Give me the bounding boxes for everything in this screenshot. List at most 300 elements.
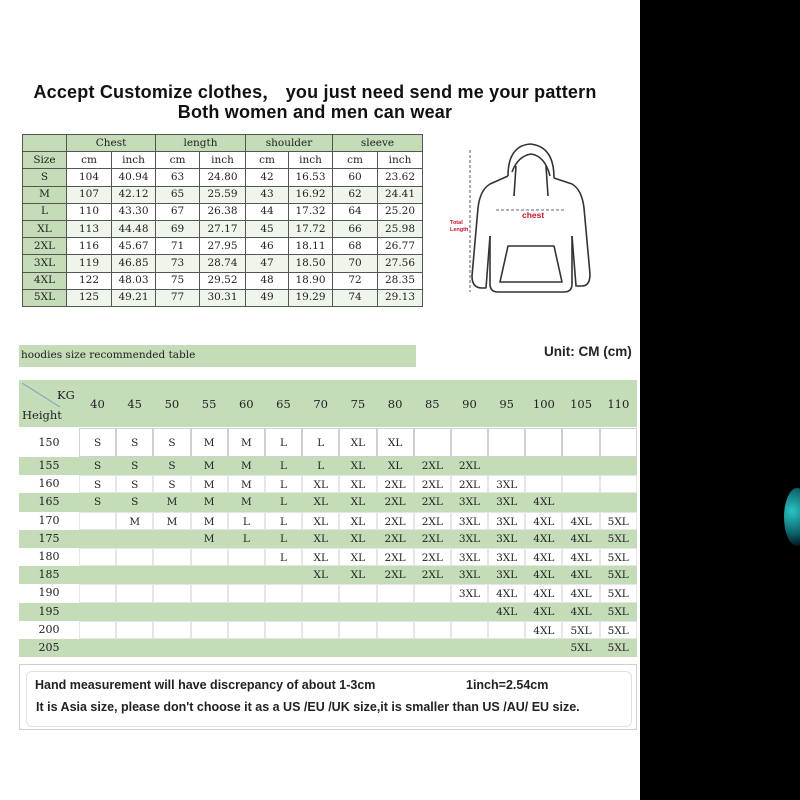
size-recommend-cell [79,566,116,584]
measure-cell: 18.11 [289,238,333,255]
measure-cell: 44 [246,203,289,220]
size-recommend-cell: M [191,512,228,530]
size-recommend-cell: XL [350,460,366,472]
recommend-row [19,639,637,657]
recommend-row [19,566,637,584]
size-recommend-cell [414,584,451,602]
size-recommend-cell: 4XL [525,584,562,602]
chest-label: chest [522,210,545,220]
measure-cell: 64 [333,203,378,220]
size-recommend-cell: L [280,532,288,545]
height-cell: 150 [38,436,60,449]
wear-heading: Both women and men can wear [177,102,453,122]
size-recommend-cell: 2XL [458,460,481,472]
measure-cell: 49.21 [112,289,156,306]
size-recommend-cell: 2XL [421,532,443,545]
size-recommend-cell: S [79,428,116,457]
kg-label: KG [57,388,75,402]
measure-cell: 73 [156,255,200,272]
size-recommend-cell [525,428,562,457]
size-recommend-cell: 4XL [562,548,599,566]
size-recommend-cell [153,566,190,584]
measure-cell: 17.72 [289,220,333,237]
height-cell: 170 [38,513,60,527]
size-row [23,272,423,289]
size-recommend-cell: 4XL [533,605,555,618]
size-recommend-cell: 4XL [525,512,562,530]
size-recommend-cell: M [153,512,190,530]
size-recommend-cell: 2XL [414,512,451,530]
size-recommend-cell [377,621,414,639]
size-recommend-cell: XL [339,512,376,530]
size-recommend-cell: XL [302,512,339,530]
size-recommend-cell [228,566,265,584]
size-recommend-cell [339,603,376,621]
measure-cell: 71 [156,238,200,255]
size-row [23,238,423,255]
size-recommend-cell: XL [377,428,414,457]
size-recommend-cell: 2XL [421,496,443,509]
weight-header: 45 [127,397,142,411]
size-recommend-cell [153,548,190,566]
measure-cell: 116 [67,238,112,255]
size-recommend-cell [79,584,116,602]
inch-conversion-note: 1inch=2.54cm [466,678,549,692]
size-recommend-cell [191,621,228,639]
size-recommend-cell: XL [350,532,366,545]
size-recommend-cell: 5XL [607,641,629,654]
size-recommend-cell: S [168,460,176,472]
recommend-row [19,428,637,457]
weight-header: 85 [424,397,440,411]
measure-cell: 46.85 [112,255,156,272]
recommend-row [19,603,637,621]
unit-header: inch [378,152,423,169]
size-recommend-cell [265,603,302,621]
size-cell: 2XL [23,238,67,255]
size-recommend-cell [600,475,637,493]
size-recommend-cell: L [242,532,250,545]
size-recommend-cell: 4XL [533,532,555,545]
size-recommend-cell [191,566,228,584]
size-recommend-cell: L [265,548,302,566]
measure-cell: 27.95 [200,238,246,255]
measure-cell: 62 [333,186,378,203]
size-recommend-cell: 3XL [451,548,488,566]
size-recommend-cell [79,639,116,657]
recommend-row [19,457,637,475]
group-header: sleeve [333,135,423,152]
measure-cell: 18.50 [289,255,333,272]
height-cell: 155 [38,459,60,472]
height-cell: 160 [38,477,60,491]
size-recommend-cell: S [93,496,102,509]
size-recommend-cell: M [191,475,228,493]
size-recommend-cell: S [131,496,139,509]
size-recommend-cell: 5XL [607,532,629,545]
weight-header: 40 [90,397,105,411]
recommend-row [19,621,637,639]
measure-cell: 74 [333,289,378,306]
weight-header: 105 [570,397,593,411]
size-recommend-cell: 2XL [377,475,414,493]
size-recommend-cell [377,603,414,621]
size-recommend-cell [451,603,488,621]
measure-cell: 25.98 [378,220,423,237]
size-recommend-cell: 4XL [496,605,518,618]
group-header: shoulder [246,135,333,152]
size-recommend-cell: 4XL [488,584,525,602]
measure-cell: 44.48 [112,220,156,237]
measure-cell: 43 [246,186,289,203]
measure-cell: 60 [333,169,378,186]
unit-label: Unit: CM (cm) [544,344,632,359]
size-recommend-cell [265,621,302,639]
size-recommend-cell [265,639,302,657]
size-recommend-cell [265,566,302,584]
size-header-blank [23,135,67,152]
size-recommend-cell: 3XL [496,569,518,582]
size-cell: S [23,169,67,186]
size-recommend-cell [116,566,153,584]
unit-header: cm [333,152,378,169]
measure-cell: 19.29 [289,289,333,306]
measure-cell: 29.52 [200,272,246,289]
measure-cell: 49 [246,289,289,306]
size-recommend-cell [562,493,599,511]
size-row [23,220,423,237]
measure-cell: 63 [156,169,200,186]
size-recommend-cell: 2XL [377,548,414,566]
size-cell: 5XL [23,289,67,306]
measure-cell: 16.92 [289,186,333,203]
size-row [23,186,423,203]
size-recommend-cell [488,621,525,639]
measure-cell: 24.41 [378,186,423,203]
measure-cell: 23.62 [378,169,423,186]
size-recommend-cell: 2XL [414,548,451,566]
size-recommend-cell: 4XL [570,605,592,618]
height-cell: 195 [38,604,60,618]
size-recommend-cell [116,621,153,639]
notes-box [19,664,637,730]
size-recommend-cell [228,603,265,621]
size-recommend-cell [153,603,190,621]
weight-header: 60 [238,397,254,411]
size-recommend-cell: 3XL [458,496,481,509]
unit-header: cm [67,152,112,169]
discrepancy-note: Hand measurement will have discrepancy of about 1-3cm [35,678,376,692]
size-recommend-cell [339,639,376,657]
size-recommend-cell: L [265,512,302,530]
size-recommend-cell: M [116,512,153,530]
size-recommend-cell [525,457,562,475]
size-recommend-cell [79,548,116,566]
size-recommend-cell [79,621,116,639]
measure-cell: 48.03 [112,272,156,289]
size-recommend-cell: S [131,460,139,472]
measure-cell: 24.80 [200,169,246,186]
size-recommend-cell [562,457,599,475]
size-recommend-cell [451,621,488,639]
size-recommend-cell [302,621,339,639]
size-chart-table [22,134,423,307]
size-recommend-cell [191,584,228,602]
measure-cell: 42 [246,169,289,186]
size-cell: L [23,203,67,220]
size-recommend-cell: M [203,532,215,545]
measure-cell: 29.13 [378,289,423,306]
size-recommend-cell: XL [387,460,403,472]
size-recommend-cell [302,584,339,602]
measure-cell: 40.94 [112,169,156,186]
size-recommend-cell [600,493,637,511]
size-recommend-cell [488,428,525,457]
size-recommend-cell [116,639,153,657]
size-recommend-cell: XL [339,475,376,493]
height-label: Height [22,408,62,422]
measure-cell: 72 [333,272,378,289]
size-recommend-cell [339,621,376,639]
measure-cell: 104 [67,169,112,186]
measure-cell: 46 [246,238,289,255]
unit-header: inch [289,152,333,169]
size-recommend-cell: XL [313,496,328,509]
size-recommend-cell: S [93,460,102,472]
measure-cell: 45.67 [112,238,156,255]
size-recommend-cell: M [191,428,228,457]
size-recommend-cell [191,548,228,566]
measure-cell: 43.30 [112,203,156,220]
size-recommend-cell: 2XL [421,569,443,582]
height-cell: 180 [38,549,60,563]
size-recommend-cell [116,603,153,621]
size-recommend-cell: L [302,428,339,457]
height-cell: 190 [38,586,60,600]
size-recommend-cell: XL [313,532,328,545]
size-recommend-cell: 2XL [384,532,406,545]
size-label: Size [23,152,67,169]
size-recommend-cell: L [280,460,288,472]
size-row [23,203,423,220]
size-recommend-cell [228,639,265,657]
size-recommend-cell [600,457,637,475]
size-cell: 3XL [23,255,67,272]
size-recommend-cell: 3XL [488,512,525,530]
weight-header: 65 [276,397,291,411]
measure-cell: 27.56 [378,255,423,272]
size-recommend-cell [116,530,153,548]
recommend-table-title: hoodies size recommended table [19,345,416,367]
size-cell: XL [23,220,67,237]
weight-header: 100 [532,397,555,411]
weight-header: 55 [201,397,217,411]
measure-cell: 25.59 [200,186,246,203]
size-recommend-cell: S [153,428,190,457]
size-recommend-cell: 2XL [421,460,443,472]
measure-cell: 42.12 [112,186,156,203]
size-recommend-cell: 4XL [525,621,562,639]
size-recommend-cell [377,584,414,602]
measure-cell: 110 [67,203,112,220]
size-recommend-cell: 4XL [570,569,592,582]
size-recommend-cell [191,639,228,657]
height-cell: 200 [38,622,60,636]
size-recommend-cell: S [153,475,190,493]
measure-cell: 113 [67,220,112,237]
measure-cell: 75 [156,272,200,289]
measure-cell: 28.35 [378,272,423,289]
size-recommend-cell: 5XL [607,605,629,618]
size-recommend-cell: XL [350,569,366,582]
measure-cell: 125 [67,289,112,306]
height-cell: 205 [38,640,60,654]
size-recommend-cell [488,457,525,475]
size-recommend-cell [339,584,376,602]
recommend-row [19,512,637,530]
unit-header: inch [200,152,246,169]
unit-header: cm [156,152,200,169]
measure-cell: 25.20 [378,203,423,220]
size-recommend-cell [302,603,339,621]
size-recommend-cell: XL [302,548,339,566]
size-recommend-cell: 4XL [525,548,562,566]
size-recommend-cell: L [280,496,288,509]
height-cell: 175 [38,531,60,545]
size-recommend-cell: 3XL [496,496,518,509]
measure-cell: 66 [333,220,378,237]
measure-cell: 122 [67,272,112,289]
measure-cell: 65 [156,186,200,203]
size-recommend-cell: 2XL [384,569,406,582]
size-recommend-cell [414,639,451,657]
measure-cell: 69 [156,220,200,237]
size-recommend-cell: M [240,496,252,509]
size-recommend-cell: M [228,428,265,457]
size-recommend-cell: M [240,460,252,472]
height-cell: 165 [38,495,60,509]
total-length-label-2: Length [450,227,469,233]
recommend-rows [19,428,637,657]
size-row [23,289,423,306]
size-recommend-cell: L [228,512,265,530]
unit-header: inch [112,152,156,169]
measure-cell: 77 [156,289,200,306]
size-recommend-cell: 5XL [600,548,637,566]
size-recommend-cell: 5XL [607,569,629,582]
unit-header: cm [246,152,289,169]
total-length-label: Total [450,220,463,226]
measure-cell: 28.74 [200,255,246,272]
size-recommend-cell [116,548,153,566]
size-recommend-cell [228,584,265,602]
size-recommend-cell: 2XL [414,475,451,493]
size-recommend-cell [116,584,153,602]
size-recommend-cell: 3XL [496,532,518,545]
recommend-row [19,548,637,566]
size-recommend-cell: 5XL [570,641,592,654]
size-recommend-cell [153,584,190,602]
weight-header: 110 [607,397,630,411]
measure-cell: 16.53 [289,169,333,186]
black-side-panel [640,0,800,800]
size-row [23,255,423,272]
size-recommend-cell: M [166,496,178,509]
size-recommend-cell: L [317,460,325,472]
measure-cell: 68 [333,238,378,255]
size-recommend-cell [414,603,451,621]
asia-size-note: It is Asia size, please don't choose it as a US /EU /UK size,it is smaller than US /AU/ EU size. [36,700,580,714]
size-recommend-cell: XL [339,428,376,457]
size-recommend-cell: 2XL [377,512,414,530]
size-cell: 4XL [23,272,67,289]
size-recommend-cell: 3XL [488,475,525,493]
size-recommend-cell [302,639,339,657]
hoodie-diagram [450,136,600,300]
size-recommend-cell: M [203,460,215,472]
size-recommend-cell: 3XL [458,569,481,582]
weight-header: 95 [499,397,514,411]
size-recommend-cell: 5XL [600,621,637,639]
size-recommend-cell [153,530,190,548]
weight-header: 90 [462,397,477,411]
size-recommend-cell: 4XL [533,496,555,509]
measure-cell: 119 [67,255,112,272]
size-recommend-cell: 3XL [451,584,488,602]
measure-cell: 18.90 [289,272,333,289]
size-recommend-cell: 5XL [600,584,637,602]
size-recommend-cell [79,530,116,548]
recommend-row [19,475,637,493]
size-recommend-cell [600,428,637,457]
size-recommend-cell: 3XL [458,532,481,545]
size-recommend-cell [228,548,265,566]
size-recommend-cell [265,584,302,602]
weight-header: 70 [313,397,328,411]
size-recommend-cell [79,603,116,621]
measure-cell: 27.17 [200,220,246,237]
size-row [23,169,423,186]
size-recommend-cell: XL [339,548,376,566]
size-recommend-cell [153,621,190,639]
weight-header: 75 [350,397,366,411]
size-recommend-cell: 4XL [570,532,592,545]
size-recommend-cell [191,603,228,621]
size-recommend-cell: S [79,475,116,493]
size-recommend-cell: 5XL [600,512,637,530]
weight-header: 80 [387,397,403,411]
size-recommend-cell [153,639,190,657]
size-recommend-cell [414,621,451,639]
size-recommend-cell [228,621,265,639]
size-recommend-cell: 5XL [562,621,599,639]
size-cell: M [23,186,67,203]
weight-header: 50 [164,397,180,411]
measure-cell: 30.31 [200,289,246,306]
measure-cell: 67 [156,203,200,220]
recommend-row [19,530,637,548]
size-recommend-cell: XL [350,496,366,509]
size-recommend-cell: M [228,475,265,493]
size-recommend-cell: M [203,496,215,509]
recommend-row [19,584,637,602]
size-recommend-cell [562,428,599,457]
measure-cell: 17.32 [289,203,333,220]
measure-cell: 26.38 [200,203,246,220]
measure-cell: 26.77 [378,238,423,255]
height-cell: 185 [38,568,60,582]
size-recommend-cell: 4XL [533,569,555,582]
